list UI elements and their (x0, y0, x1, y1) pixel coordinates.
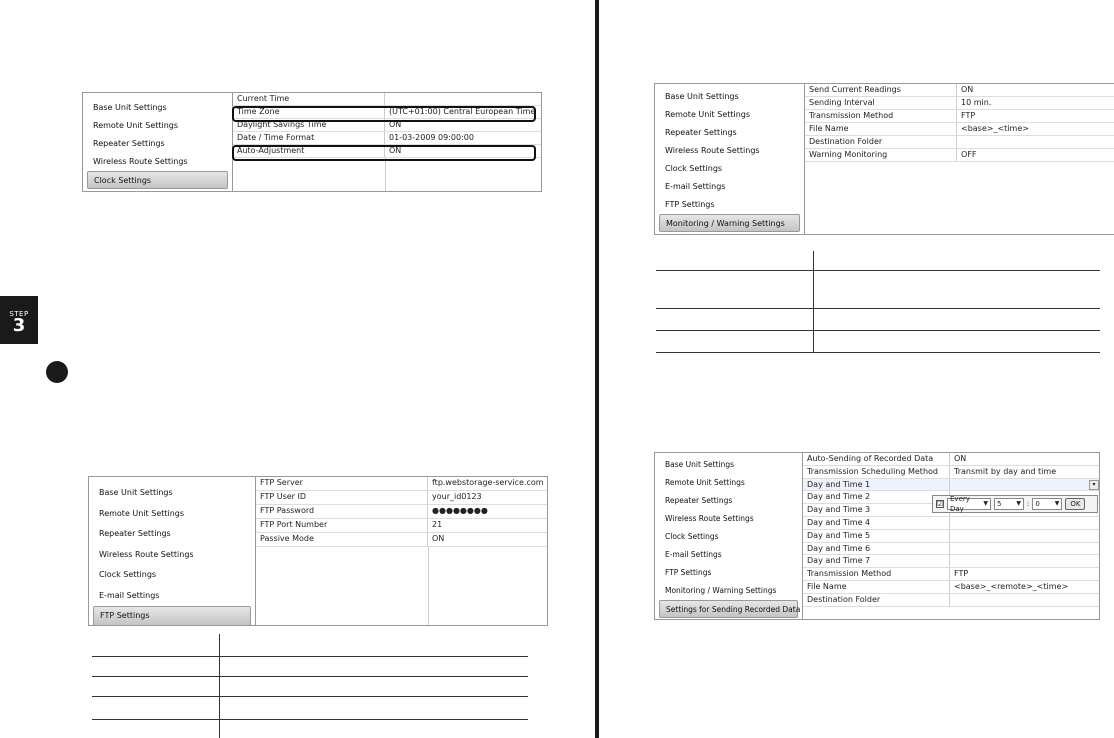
row-value: FTP (961, 111, 976, 120)
grid-row[interactable] (803, 581, 1099, 594)
row-value: ●●●●●●●● (432, 506, 488, 515)
row-value: ON (389, 120, 402, 129)
grid-row[interactable] (805, 149, 1114, 162)
row-value (950, 555, 1099, 567)
nav-base-unit[interactable]: Base Unit Settings (665, 92, 739, 101)
row-value (385, 93, 541, 105)
row-value: ON (961, 85, 974, 94)
grid-row[interactable] (233, 132, 541, 145)
row-key: Sending Interval (805, 97, 957, 109)
nav-wireless-route[interactable]: Wireless Route Settings (665, 146, 760, 155)
row-key: Day and Time 6 (803, 543, 950, 555)
nav-repeater[interactable]: Repeater Settings (99, 529, 171, 538)
nav-repeater[interactable]: Repeater Settings (665, 128, 737, 137)
grid-row[interactable] (256, 477, 547, 491)
grid-row[interactable] (233, 93, 541, 106)
nav-wireless-route[interactable]: Wireless Route Settings (665, 514, 754, 523)
chevron-down-icon: ▼ (1016, 500, 1021, 507)
table-column-line (813, 251, 814, 353)
table-rule (656, 270, 1100, 271)
settings-nav (89, 477, 256, 625)
row-value: ON (432, 534, 445, 543)
recorded-data-settings-panel (654, 452, 1100, 620)
day-select-value: Every Day (950, 495, 970, 513)
day-select[interactable] (947, 495, 991, 513)
grid-column-line (385, 158, 386, 191)
row-key: Auto-Sending of Recorded Data (803, 453, 950, 465)
table-column-line (219, 634, 220, 738)
nav-monitoring[interactable]: Monitoring / Warning Settings (659, 214, 800, 232)
grid-column-line (428, 547, 429, 625)
grid-row[interactable] (256, 533, 547, 547)
row-key: File Name (803, 581, 950, 593)
nav-base-unit[interactable]: Base Unit Settings (665, 460, 735, 469)
nav-ftp[interactable]: FTP Settings (665, 568, 712, 577)
row-value (950, 543, 1099, 555)
nav-remote-unit[interactable]: Remote Unit Settings (665, 478, 745, 487)
grid-row[interactable] (803, 517, 1099, 530)
row-key: Daylight Savings Time (233, 119, 385, 131)
row-value (957, 136, 1114, 148)
row-key: FTP Port Number (256, 519, 428, 532)
nav-wireless-route[interactable]: Wireless Route Settings (99, 549, 194, 559)
ftp-settings-panel (88, 476, 548, 626)
nav-recorded-data[interactable]: Settings for Sending Recorded Data (659, 600, 798, 618)
row-value: ftp.webstorage-service.com (432, 478, 544, 487)
row-value: ON (954, 454, 967, 463)
grid-row[interactable] (805, 84, 1114, 97)
nav-monitoring[interactable]: Monitoring / Warning Settings (665, 586, 777, 595)
nav-clock[interactable]: Clock Settings (99, 570, 157, 579)
row-key: FTP Server (256, 477, 428, 490)
settings-grid (256, 477, 547, 625)
ok-button[interactable]: OK (1065, 498, 1085, 510)
grid-row[interactable] (803, 568, 1099, 581)
row-key: FTP Password (256, 505, 428, 518)
table-rule (92, 656, 528, 657)
row-value: <base>_<time> (961, 124, 1029, 133)
settings-grid (805, 84, 1114, 234)
row-key: Destination Folder (805, 136, 957, 148)
settings-nav (655, 84, 805, 234)
row-key: Day and Time 1 (803, 479, 950, 491)
dropdown-toggle-button[interactable]: ▾ (1089, 480, 1099, 490)
grid-row[interactable] (256, 505, 547, 519)
row-value: <base>_<remote>_<time> (954, 581, 1069, 591)
row-key: Transmission Scheduling Method (803, 466, 950, 478)
nav-ftp[interactable]: FTP Settings (93, 606, 251, 626)
row-key: File Name (805, 123, 957, 135)
ruled-table-right (656, 251, 1100, 353)
row-value (950, 517, 1099, 529)
row-value: (UTC+01:00) Central European Time (389, 107, 536, 116)
grid-row[interactable] (803, 555, 1099, 568)
page-divider (595, 0, 599, 738)
bullet-dot (46, 361, 68, 383)
row-value: Transmit by day and time (954, 466, 1057, 476)
grid-row[interactable] (803, 466, 1099, 479)
hour-select-value: 5 (997, 500, 1002, 508)
time-separator: : (1027, 500, 1030, 508)
row-value: ON (389, 146, 402, 155)
row-value: FTP (954, 569, 969, 579)
row-key: Passive Mode (256, 533, 428, 546)
grid-row[interactable] (803, 453, 1099, 466)
row-key: Day and Time 3 (803, 504, 950, 516)
highlight-auto-adjustment (232, 145, 536, 161)
nav-clock[interactable]: Clock Settings (665, 532, 719, 541)
nav-clock[interactable]: Clock Settings (665, 164, 723, 173)
row-value (950, 594, 1099, 606)
nav-repeater[interactable]: Repeater Settings (665, 496, 733, 505)
nav-base-unit[interactable]: Base Unit Settings (99, 488, 173, 497)
row-key: Day and Time 2 (803, 491, 950, 503)
settings-nav (83, 93, 233, 191)
chevron-down-icon: ▼ (1054, 500, 1060, 507)
highlight-time-zone (232, 106, 536, 122)
table-rule (656, 352, 1100, 353)
table-rule (656, 330, 1100, 331)
nav-repeater[interactable]: Repeater Settings (93, 139, 165, 148)
grid-row[interactable] (803, 543, 1099, 556)
nav-remote-unit[interactable]: Remote Unit Settings (99, 508, 185, 518)
schedule-popup (932, 495, 1098, 513)
grid-row[interactable] (803, 530, 1099, 543)
table-rule (92, 676, 528, 677)
grid-row[interactable] (256, 519, 547, 533)
row-key: Date / Time Format (233, 132, 385, 144)
nav-remote-unit[interactable]: Remote Unit Settings (665, 110, 751, 119)
nav-clock[interactable]: Clock Settings (87, 171, 228, 189)
row-key: Transmission Method (803, 568, 950, 580)
row-value: your_id0123 (432, 492, 482, 501)
nav-base-unit[interactable]: Base Unit Settings (93, 103, 167, 112)
hour-select[interactable] (994, 498, 1024, 510)
table-rule (656, 308, 1100, 309)
nav-email[interactable]: E-mail Settings (665, 550, 722, 559)
minute-select-value: 0 (1035, 500, 1040, 508)
nav-email[interactable]: E-mail Settings (99, 590, 160, 600)
row-key: Current Time (233, 93, 385, 105)
row-value (950, 479, 1099, 491)
row-value: OFF (961, 150, 977, 159)
grid-row[interactable] (805, 97, 1114, 110)
row-key: Day and Time 4 (803, 517, 950, 529)
grid-row[interactable] (805, 123, 1114, 136)
row-key: Auto-Adjustment (233, 145, 385, 157)
row-value: 01-03-2009 09:00:00 (389, 133, 474, 142)
step-word: STEP (9, 310, 29, 318)
row-key: Transmission Method (805, 110, 957, 122)
grid-row[interactable] (256, 491, 547, 505)
row-key: Day and Time 5 (803, 530, 950, 542)
nav-wireless-route[interactable]: Wireless Route Settings (93, 157, 188, 166)
grid-row[interactable] (805, 136, 1114, 149)
table-rule (92, 719, 528, 720)
step-number: 3 (12, 315, 26, 336)
row-key: Send Current Readings (805, 84, 957, 96)
row-key: Warning Monitoring (805, 149, 957, 161)
settings-nav (655, 453, 803, 619)
row-value: 21 (432, 520, 443, 529)
monitoring-settings-panel (654, 83, 1114, 235)
grid-row[interactable] (803, 594, 1099, 607)
enable-checkbox[interactable]: ☑ (937, 500, 944, 508)
step-tab (0, 296, 38, 344)
settings-grid (803, 453, 1099, 619)
nav-remote-unit[interactable]: Remote Unit Settings (93, 121, 179, 130)
nav-ftp[interactable]: FTP Settings (665, 200, 715, 209)
minute-select[interactable] (1032, 498, 1062, 510)
grid-row[interactable] (803, 479, 1099, 492)
nav-email[interactable]: E-mail Settings (665, 182, 726, 191)
row-value (950, 530, 1099, 542)
row-value: 10 min. (961, 98, 992, 107)
row-key: Day and Time 7 (803, 555, 950, 567)
table-rule (92, 696, 528, 697)
chevron-down-icon: ▼ (983, 500, 988, 507)
row-key: FTP User ID (256, 491, 428, 504)
ruled-table-left (92, 634, 528, 738)
row-key: Time Zone (233, 106, 385, 118)
grid-row[interactable] (805, 110, 1114, 123)
row-key: Destination Folder (803, 594, 950, 606)
